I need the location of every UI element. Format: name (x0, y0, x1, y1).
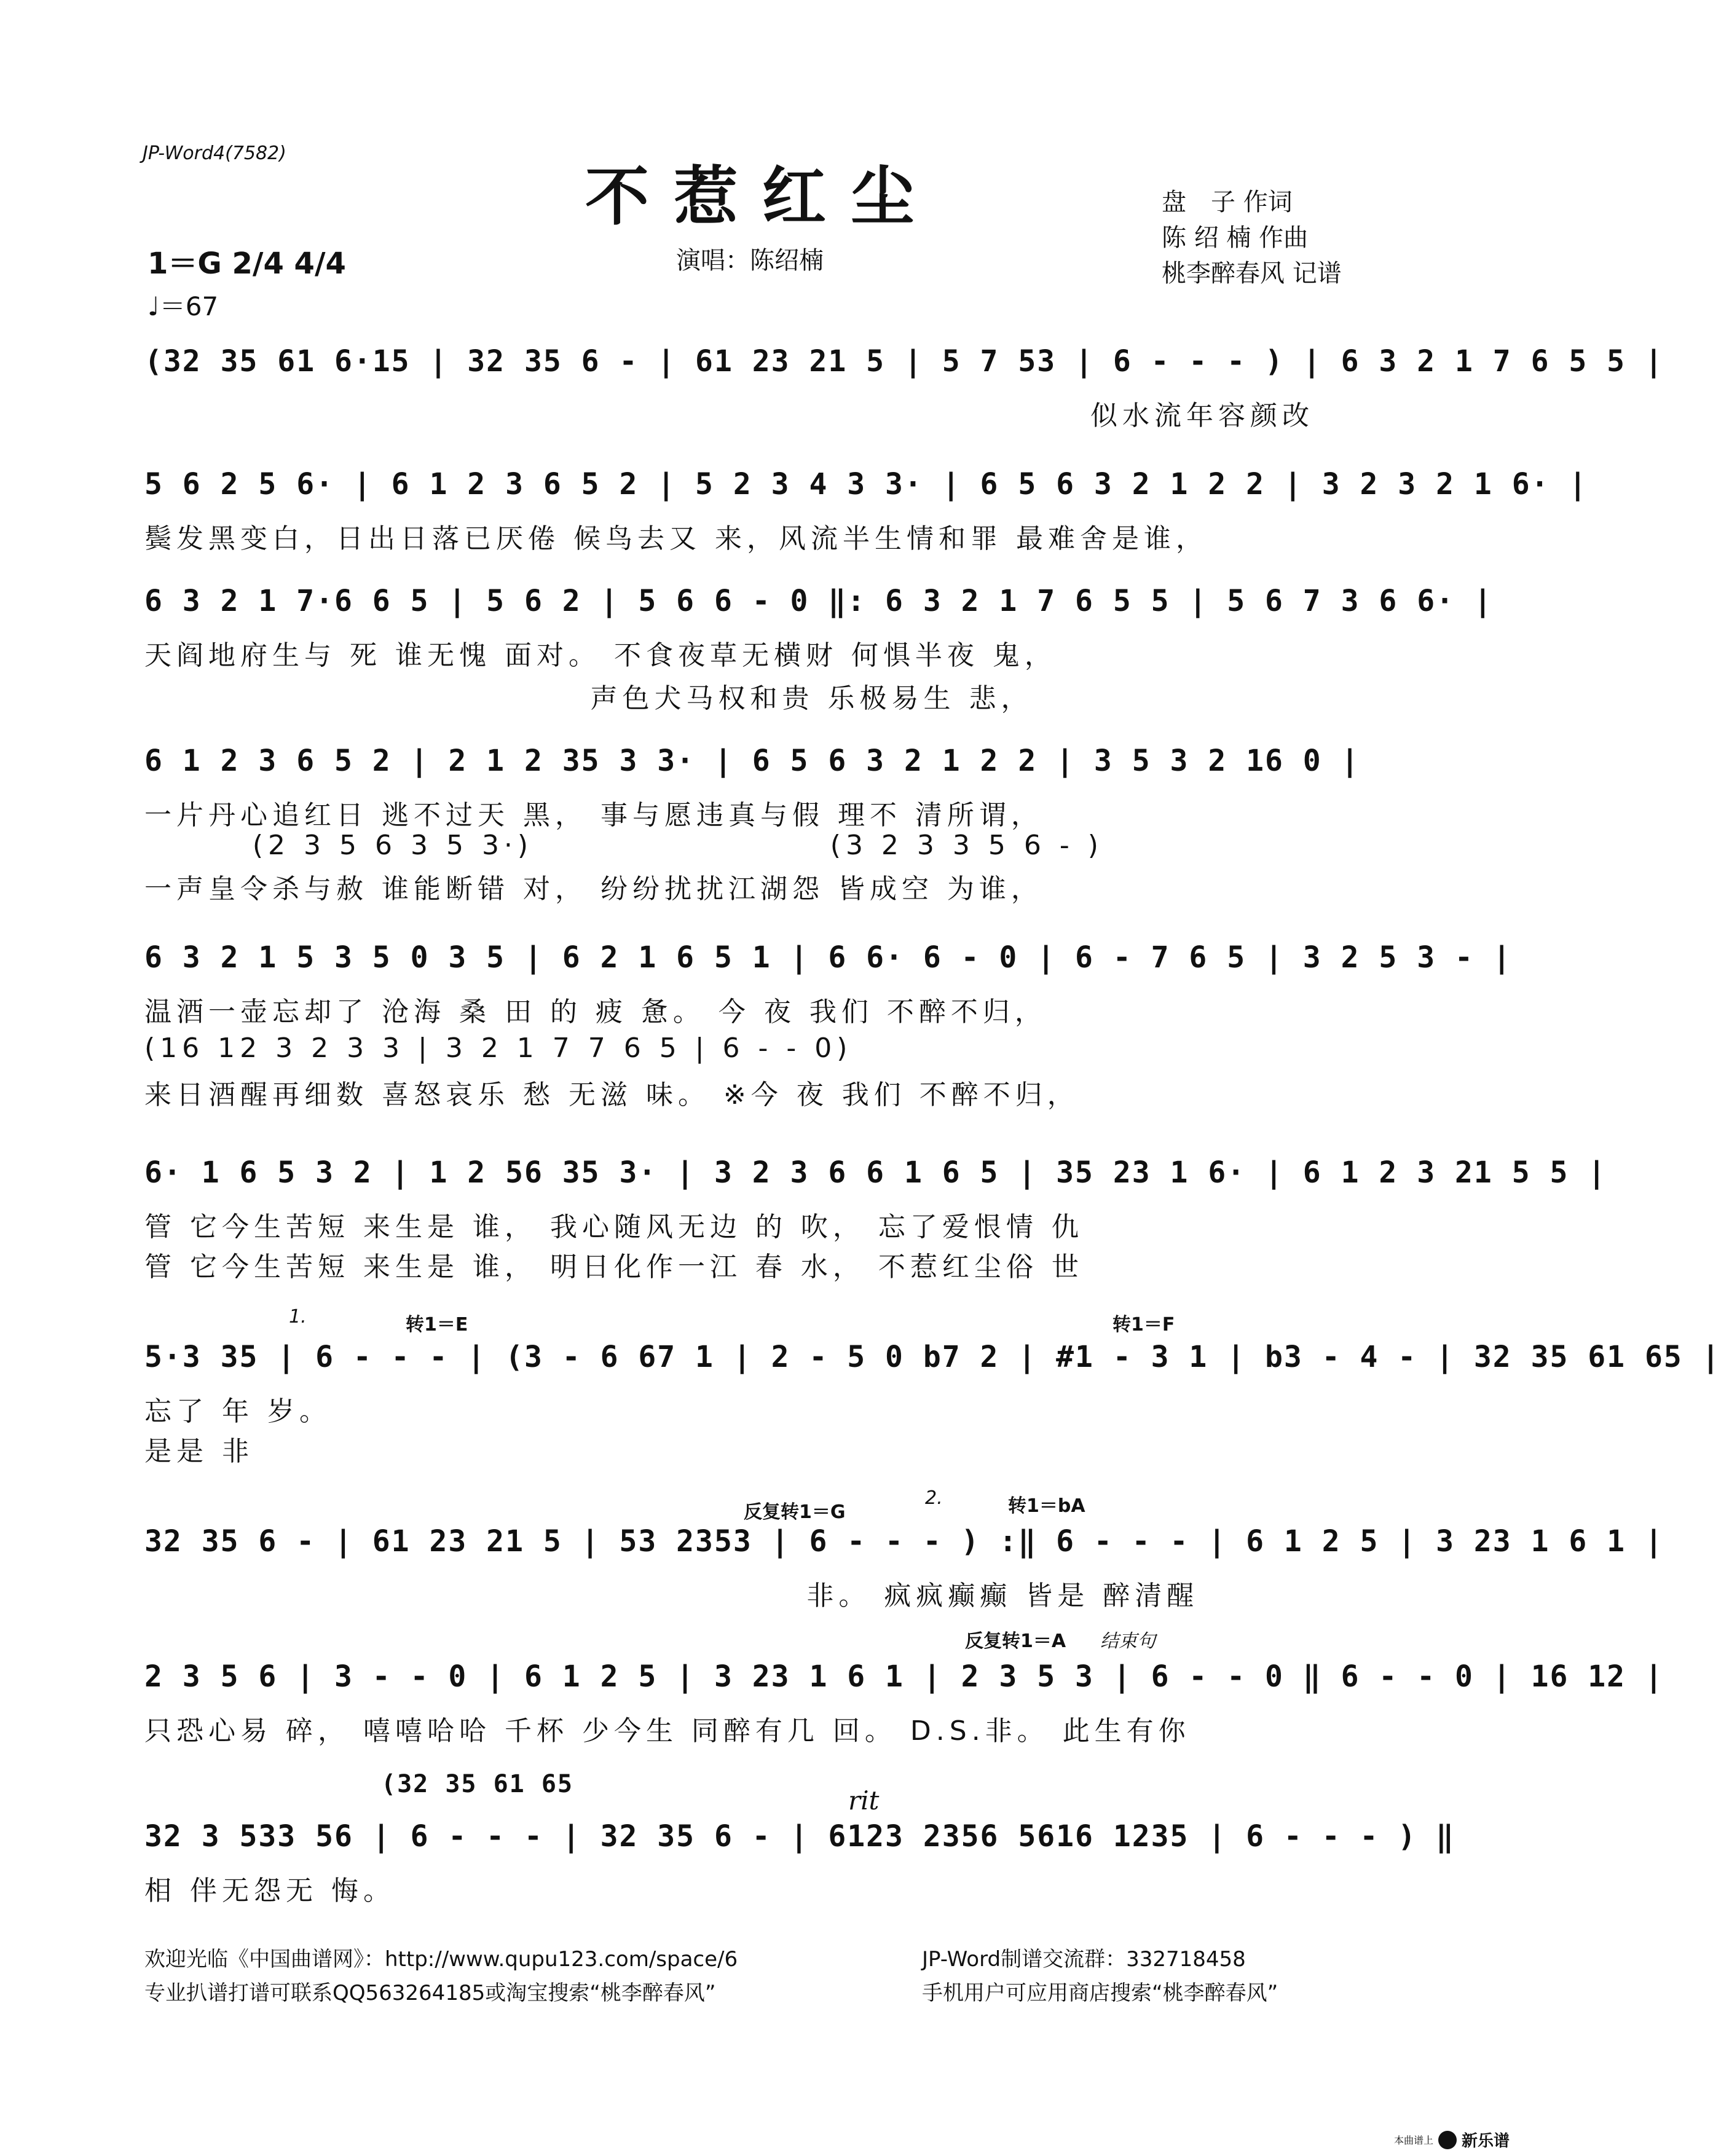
coda-label: 结束句 (1100, 1631, 1156, 1652)
volta-2: 2. (925, 1487, 943, 1509)
footer-contact: 专业扒谱打谱可联系QQ563264185或淘宝搜索“桃李醉春风” (144, 1981, 716, 2005)
stamp-brand-text: 新乐谱 (1461, 2132, 1510, 2150)
lyrics-row-4a: 一片丹心追红日 逃不过天 黑， 事与愿违真与假 理不 清所谓， (144, 800, 1043, 831)
lyrics-row-5a: 温酒一壶忘却了 沧海 桑 田 的 疲 惫。 今 夜 我们 不醉不归， (144, 996, 1047, 1028)
staff-row-10: 32 3 533 56 | 6 - - - | 32 35 6 - | 6123 2356 5616 1235 | 6 - - - ) ‖ (144, 1819, 1455, 1854)
composer: 陈 绍 楠 作曲 (1162, 224, 1309, 252)
lyrics-row-10: 相 伴无怨无 悔。 (144, 1875, 395, 1906)
lyrics-row-5b: (16 12 3 2 3 3 | 3 2 1 7 7 6 5 | 6 - - 0) (144, 1033, 853, 1064)
staff-row-8: 32 35 6 - | 61 23 21 5 | 53 2353 | 6 - - - ) :‖ 6 - - - | 6 1 2 5 | 3 23 1 6 1 | (144, 1524, 1664, 1559)
ritardando: rit (848, 1785, 880, 1816)
footer-app: 手机用户可应用商店搜索“桃李醉春风” (922, 1981, 1278, 2005)
key-signature: 1＝G 2/4 4/4 (148, 246, 346, 281)
staff-row-9: 2 3 5 6 | 3 - - 0 | 6 1 2 5 | 3 23 1 6 1 | 2 3 5 3 | 6 - - 0 ‖ 6 - - 0 | 16 12 | (144, 1659, 1664, 1694)
lyrics-row-2: 鬓发黑变白，日出日落已厌倦 候鸟去又 来，风流半生情和罪 最难舍是谁， (144, 523, 1208, 554)
transcriber: 桃李醉春风 记谱 (1162, 259, 1342, 288)
lyrics-row-7b: 是是 非 (144, 1436, 254, 1467)
lyrics-row-4b: (2 3 5 6 3 5 3·) (3 2 3 3 5 6 - ) (144, 830, 1103, 861)
repeat-modulation-g: 反复转1＝G (744, 1501, 846, 1523)
lyrics-row-3a: 天阎地府生与 死 谁无愧 面对。 不食夜草无横财 何惧半夜 鬼， (144, 640, 1057, 671)
volta-1: 1. (289, 1306, 307, 1328)
lyricist: 盘 子 作词 (1162, 188, 1293, 216)
stamp-small-text: 本曲谱上 (1393, 2134, 1433, 2146)
brand-stamp (1394, 2128, 1510, 2151)
modulation-bA: 转1＝bA (1008, 1495, 1085, 1517)
lyrics-row-6b: 管 它今生苦短 来生是 谁， 明日化作一江 春 水， 不惹红尘俗 世 (144, 1251, 1084, 1283)
lyrics-row-9: 只恐心易 碎， 嘻嘻哈哈 千杯 少今生 同醉有几 回。 D.S.非。 此生有你 (144, 1715, 1191, 1747)
modulation-e: 转1＝E (406, 1314, 468, 1336)
lyrics-row-7a: 忘了 年 岁。 (144, 1396, 331, 1427)
staff-row-7: 5·3 35 | 6 - - - | (3 - 6 67 1 | 2 - 5 0 b7 2 | #1 - 3 1 | b3 - 4 - | 32 35 61 65 | (144, 1340, 1721, 1374)
staff-row-3: 6 3 2 1 7·6 6 5 | 5 6 2 | 5 6 6 - 0 ‖: 6 3 2 1 7 6 5 5 | 5 6 7 3 6 6· | (144, 584, 1493, 618)
song-title: 不惹红尘 (585, 159, 939, 234)
staff-row-10-cue: (32 35 61 65 (381, 1770, 573, 1798)
lyrics-row-8: 非。 疯疯癫癫 皆是 醉清醒 (144, 1580, 1199, 1611)
singer: 演唱：陈绍楠 (676, 246, 824, 275)
software-tag: JP-Word4(7582) (143, 143, 286, 164)
staff-row-5: 6 3 2 1 5 3 5 0 3 5 | 6 2 1 6 5 1 | 6 6· 6 - 0 | 6 - 7 6 5 | 3 2 5 3 - | (144, 940, 1512, 975)
footer-group: JP-Word制谱交流群：332718458 (922, 1947, 1246, 1972)
staff-row-1: (32 35 61 6·15 | 32 35 6 - | 61 23 21 5 | 5 7 53 | 6 - - - ) | 6 3 2 1 7 6 5 5 | (144, 344, 1664, 379)
lyrics-row-5c: 来日酒醒再细数 喜怒哀乐 愁 无滋 味。 ※今 夜 我们 不醉不归， (144, 1079, 1079, 1111)
credits (1162, 184, 1342, 291)
lyrics-row-4c: 一声皇令杀与赦 谁能断错 对， 纷纷扰扰江湖怨 皆成空 为谁， (144, 873, 1043, 905)
repeat-modulation-a: 反复转1＝A (965, 1631, 1066, 1652)
staff-row-4: 6 1 2 3 6 5 2 | 2 1 2 35 3 3· | 6 5 6 3 2 1 2 2 | 3 5 3 2 16 0 | (144, 744, 1360, 778)
staff-row-6: 6· 1 6 5 3 2 | 1 2 56 35 3· | 3 2 3 6 6 1 6 5 | 35 23 1 6· | 6 1 2 3 21 5 5 | (144, 1155, 1607, 1190)
lyrics-row-1: 似水流年容颜改 (144, 400, 1315, 431)
tempo: ♩＝67 (148, 291, 219, 321)
lyrics-row-6a: 管 它今生苦短 来生是 谁， 我心随风无边 的 吹， 忘了爱恨情 仇 (144, 1211, 1084, 1243)
brand-logo-icon (1438, 2131, 1457, 2149)
lyrics-row-3b: 声色犬马权和贵 乐极易生 悲， (144, 683, 1033, 714)
modulation-f: 转1＝F (1113, 1314, 1175, 1336)
staff-row-2: 5 6 2 5 6· | 6 1 2 3 6 5 2 | 5 2 3 4 3 3· | 6 5 6 3 2 1 2 2 | 3 2 3 2 1 6· | (144, 467, 1588, 502)
footer-website: 欢迎光临《中国曲谱网》：http://www.qupu123.com/space/6 (144, 1947, 738, 1972)
